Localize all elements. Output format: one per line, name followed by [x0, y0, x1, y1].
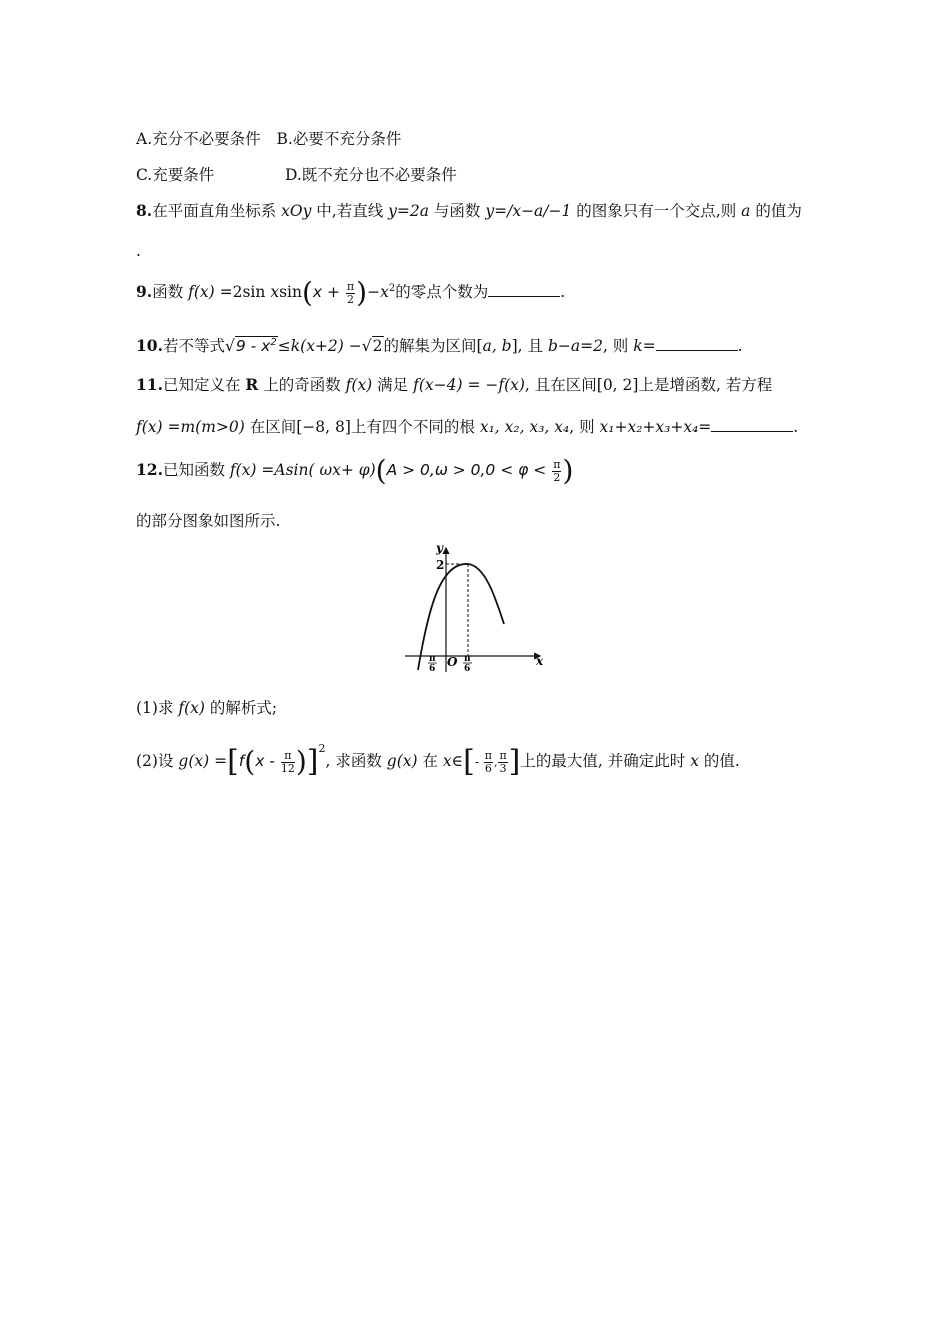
q11-line1-post: , 且在区间[0, 2]上是增函数, 若方程: [524, 376, 773, 394]
q9-frac: [346, 281, 355, 306]
q8-func: y=/x−a/−1: [485, 202, 572, 220]
q9-func-lhs: f(x): [188, 283, 215, 301]
x-axis-label: x: [536, 654, 544, 668]
q12-eq: =: [209, 752, 228, 770]
q12-cond: A > 0,ω > 0,0 < φ <: [386, 461, 552, 479]
q8-text-post: 的图象只有一个交点,则: [571, 202, 742, 220]
q10-number: 10.: [136, 336, 163, 355]
q9-sin: sin: [279, 283, 302, 301]
q9-number: 9.: [136, 282, 153, 301]
q9-x: x: [270, 283, 280, 301]
option-a: A.充分不必要条件: [136, 130, 261, 148]
q11-line2-eq: f(x) =m(m>0): [136, 418, 245, 436]
q12-in: 在: [417, 752, 443, 770]
q11-sum: x₁+x₂+x₃+x₄=: [599, 418, 712, 436]
q12-sub2: [136, 742, 740, 779]
q12-gx2: g(x): [386, 752, 418, 770]
q9-sq: 2: [388, 282, 396, 294]
q12-sub1-post: 的解析式;: [204, 699, 278, 717]
q11-end: .: [793, 418, 799, 436]
question-12: [136, 454, 574, 487]
q11-fx: f(x): [345, 376, 373, 394]
q10-radicand: [235, 336, 278, 355]
q8-text-mid1: 中,若直线: [311, 202, 389, 220]
neg-tick-num: π: [429, 654, 436, 664]
q10-rad2: 2: [372, 337, 383, 355]
q8-continuation: [136, 242, 141, 260]
q10-paren: (x+2) −: [300, 337, 362, 355]
question-9: [136, 276, 566, 309]
q10-text-pre: 若不等式: [162, 337, 225, 355]
y-axis-label: y: [436, 541, 443, 555]
q10-rad-text: 9 - x: [235, 337, 271, 355]
q10-keq: k=: [633, 337, 656, 355]
q8-text-pre: 在平面直角坐标系: [152, 202, 282, 220]
q8-number: 8.: [136, 201, 153, 220]
q11-cond: f(x−4) = −f(x): [413, 376, 525, 394]
q10-answer-blank[interactable]: [656, 336, 738, 351]
q12-line2: [136, 509, 280, 531]
q9-frac-num: π: [346, 279, 355, 293]
q12-frac3-num: π: [499, 748, 507, 762]
q12-neg: -: [474, 755, 483, 769]
q10-le: ≤: [277, 337, 291, 355]
q12-sub2-mid: , 求函数: [325, 752, 387, 770]
q8-line-eq: y=2a: [388, 202, 429, 220]
q9-tail: −x: [367, 283, 389, 301]
q10-text-then: , 则: [602, 337, 634, 355]
q12-frac6-den: 6: [484, 761, 492, 775]
q12-frac3-den: 3: [499, 761, 507, 775]
question-11-line2: [136, 415, 798, 437]
q12-sq: 2: [318, 742, 326, 755]
option-b: B.必要不充分条件: [276, 130, 402, 148]
q12-sub2-end: 的值.: [698, 752, 740, 770]
q8-var-a: a: [741, 202, 751, 220]
q8-xoy: xOy: [281, 202, 312, 220]
q8-text-end: 的值为: [750, 202, 802, 220]
q12-int-rbracket: ]: [508, 744, 521, 779]
q12-gx: g(x): [178, 752, 210, 770]
q11-line2-then: , 则: [569, 418, 600, 436]
q12-number: 12.: [136, 460, 163, 479]
neg-tick-den: 6: [429, 664, 436, 674]
q12-f: f: [238, 752, 245, 770]
q9-text-post: 的零点个数为: [395, 283, 489, 301]
q9-arg: x +: [312, 283, 345, 301]
q9-rparen: ): [356, 276, 368, 309]
question-10: [136, 334, 743, 356]
q12-sub2-pre: (2)设: [136, 752, 179, 770]
q12-sub1: [136, 696, 277, 718]
q12-frac: [552, 459, 561, 484]
q11-roots: x₁, x₂, x₃, x₄: [479, 418, 570, 436]
q11-number: 11.: [136, 375, 163, 394]
q12-frac-num: π: [553, 457, 561, 471]
question-11-line1: [136, 373, 772, 395]
q12-int-lbracket: [: [463, 744, 475, 779]
q12-sub2-post: 上的最大值, 并确定此时: [520, 752, 691, 770]
q12-sub1-fx: f(x): [178, 699, 205, 717]
question-8: [136, 199, 802, 221]
y-tick-2: 2: [436, 558, 445, 572]
origin-label: O: [447, 655, 458, 669]
q12-frac6-num: π: [484, 748, 492, 762]
q9-text-pre: 函数: [152, 283, 189, 301]
q12-rparen: ): [562, 454, 574, 487]
q10-sqrt-sign-2: √: [361, 337, 372, 355]
q10-text-post: 的解集为区间[: [383, 337, 483, 355]
q9-end: .: [560, 283, 566, 301]
q12-sub1-pre: (1)求: [136, 699, 179, 717]
sine-graph: [400, 540, 550, 675]
q12-lparen2: (: [244, 745, 256, 778]
q10-end: .: [737, 337, 743, 355]
pos-tick-den: 6: [464, 664, 471, 674]
q9-frac-den: 2: [347, 292, 355, 306]
q12-line2-text: 的部分图象如图所示.: [136, 512, 281, 530]
q8-period: .: [136, 242, 141, 260]
q11-answer-blank[interactable]: [711, 417, 793, 432]
q11-line1-mid: 上的奇函数: [258, 376, 346, 394]
q11-line1-pre: 已知定义在: [162, 376, 246, 394]
q12-rbracket: ]: [306, 744, 319, 779]
q12-frac12: [281, 750, 295, 775]
q11-R: R: [245, 375, 259, 394]
q10-sqrt-sign: √: [224, 337, 235, 355]
q12-func: f(x) =Asin( ωx+ φ): [229, 461, 376, 479]
q12-frac-den: 2: [553, 470, 561, 484]
q8-text-mid2: 与函数: [429, 202, 486, 220]
q10-rad-sq: 2: [270, 336, 277, 348]
q12-rparen2: ): [295, 745, 307, 778]
q10-bma: b−a=2: [547, 337, 603, 355]
option-d: D.既不充分也不必要条件: [285, 166, 457, 184]
options-row-cd: [136, 163, 457, 185]
q10-ab: a, b: [482, 337, 512, 355]
q9-lparen: (: [301, 276, 313, 309]
q12-xm: x -: [255, 752, 280, 770]
q9-answer-blank[interactable]: [488, 282, 560, 297]
q12-comma: ,: [493, 756, 498, 769]
q12-xin: x∈: [442, 752, 464, 770]
q10-text-mid: ], 且: [511, 337, 548, 355]
q12-frac12-den: 12: [280, 761, 295, 775]
q9-eq: =2sin: [214, 283, 271, 301]
q12-frac6: [484, 750, 493, 775]
q12-frac12-num: π: [281, 750, 295, 763]
q11-line2-mid: 在区间[−8, 8]上有四个不同的根: [244, 418, 480, 436]
q12-lparen: (: [375, 454, 387, 487]
options-row-ab: [136, 127, 401, 149]
q12-frac3: [498, 750, 507, 775]
q11-line1-mid2: 满足: [372, 376, 414, 394]
option-c: C.充要条件: [136, 166, 215, 184]
q10-k: k: [290, 337, 301, 355]
q12-x: x: [690, 752, 699, 770]
pos-tick-num: π: [464, 654, 471, 664]
q12-text-pre: 已知函数: [162, 461, 230, 479]
q12-lbracket: [: [227, 744, 239, 779]
